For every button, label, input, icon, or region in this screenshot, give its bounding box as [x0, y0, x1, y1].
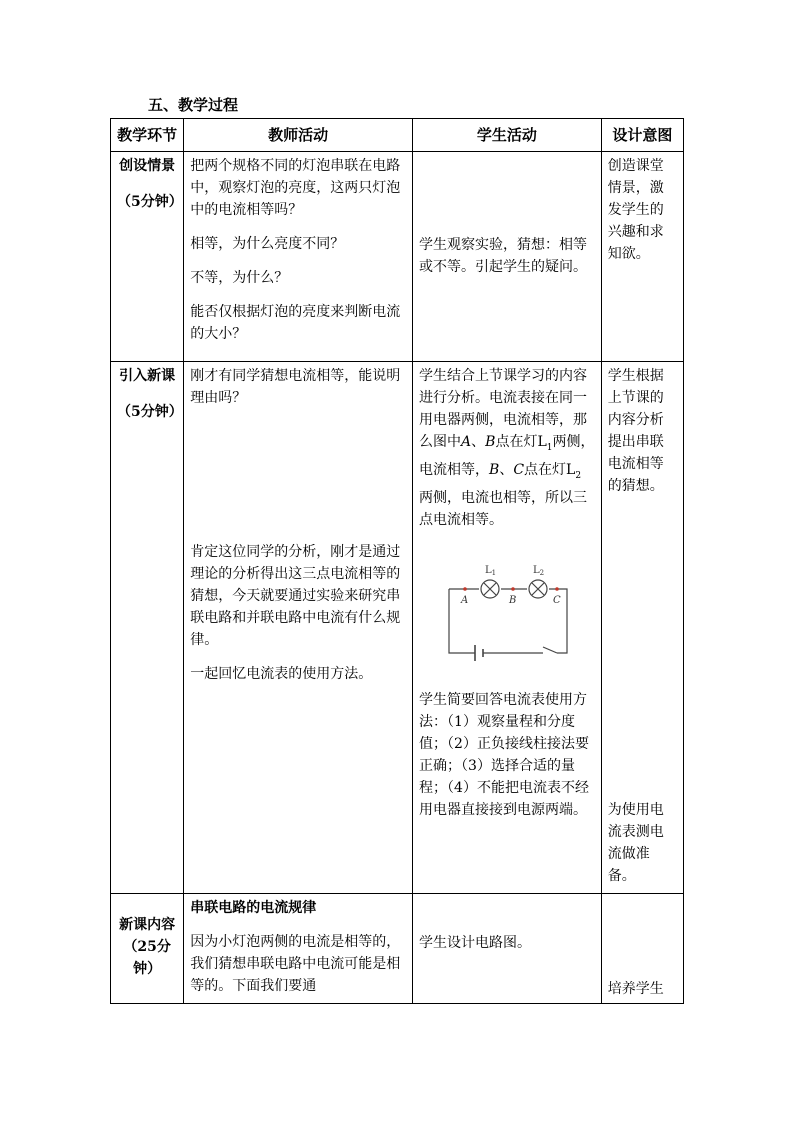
intent-text: 为使用电流表测电流做准备。: [607, 802, 664, 884]
teacher-text: 能否仅根据灯泡的亮度来判断电流的大小？: [190, 304, 401, 342]
stage-time: （5分钟）: [117, 194, 183, 210]
intent-text: 创造课堂情景，激发学生的兴趣和求知欲。: [607, 158, 664, 262]
design-intent-cell: [601, 152, 683, 362]
teaching-process-table: [110, 118, 684, 1004]
student-text: 学生观察实验，猜想：相等或不等。引起学生的疑问。: [419, 237, 588, 275]
battery-symbol: [475, 645, 483, 661]
stage-cell: [111, 152, 184, 362]
design-intent-cell: [601, 362, 683, 894]
stage-time: （25分钟）: [123, 939, 171, 977]
intent-text: 学生根据上节课的内容分析提出串联电流相等的猜想。: [607, 368, 664, 494]
stage-name: 创设情景: [119, 158, 176, 174]
stage-name: 引入新课: [119, 368, 176, 384]
point-a-label: A: [461, 594, 469, 606]
teacher-text: 不等，为什么？: [190, 270, 289, 286]
design-intent-cell: [601, 894, 683, 1004]
teacher-text: 因为小灯泡两侧的电流是相等的，我们猜想串联电路中电流可能是相等的。下面我们要通: [190, 934, 401, 994]
section-title: 五、教学过程: [148, 96, 239, 114]
point-b-dot: [511, 587, 515, 591]
stage-time: （5分钟）: [117, 404, 183, 420]
header-teacher: 教师活动: [184, 119, 413, 152]
teacher-heading: 串联电路的电流规律: [190, 900, 317, 916]
header-stage: 教学环节: [111, 119, 184, 152]
table-row: [111, 362, 684, 894]
teacher-text: 相等，为什么亮度不同？: [190, 236, 345, 252]
student-text: 学生设计电路图。: [419, 935, 532, 951]
table-row: [111, 152, 684, 362]
teacher-activity-cell: [184, 152, 413, 362]
student-activity-cell: [413, 894, 602, 1004]
teacher-text: 一起回忆电流表的使用方法。: [190, 666, 373, 682]
stage-cell: [111, 894, 184, 1004]
header-intent: 设计意图: [601, 119, 683, 152]
student-activity-cell: [413, 152, 602, 362]
table-header-row: [111, 119, 684, 152]
teacher-activity-cell: [184, 362, 413, 894]
point-a-dot: [463, 587, 467, 591]
student-analysis-text: 学生结合上节课学习的内容进行分析。电流表接在同一用电器两侧，电流相等，那么图中A、B点在灯$L_1$两侧，电流相等，B、C点在灯$L_2$两侧，电流也相等，所以三点电流相等。: [419, 368, 595, 528]
series-circuit-diagram: [445, 555, 571, 665]
intent-text: 培养学生: [607, 981, 664, 997]
point-c-label: C: [553, 594, 561, 606]
teacher-text: 刚才有同学猜想电流相等，能说明理由吗？: [190, 368, 401, 406]
student-activity-cell: [413, 362, 602, 894]
stage-name: 新课内容: [119, 917, 176, 933]
student-text: 学生简要回答电流表使用方法：（1）观察量程和分度值；（2）正负接线柱接法要正确；（3）选择合适的量程；（4）不能把电流表不经用电器直接接到电源两端。: [419, 691, 589, 818]
teacher-activity-cell: [184, 894, 413, 1004]
lamp-2-label: $L_2$: [533, 564, 545, 577]
point-c-dot: [555, 587, 559, 591]
point-b-label: B: [509, 594, 517, 606]
teacher-text: 肯定这位同学的分析，刚才是通过理论的分析得出这三点电流相等的猜想，今天就要通过实验来研究串联电路和并联电路中电流有什么规律。: [190, 544, 401, 648]
table-row: [111, 894, 684, 1004]
lamp-1-label: $L_1$: [485, 564, 497, 577]
teacher-text: 把两个规格不同的灯泡串联在电路中，观察灯泡的亮度，这两只灯泡中的电流相等吗？: [190, 158, 401, 218]
stage-cell: [111, 362, 184, 894]
header-student: 学生活动: [413, 119, 602, 152]
